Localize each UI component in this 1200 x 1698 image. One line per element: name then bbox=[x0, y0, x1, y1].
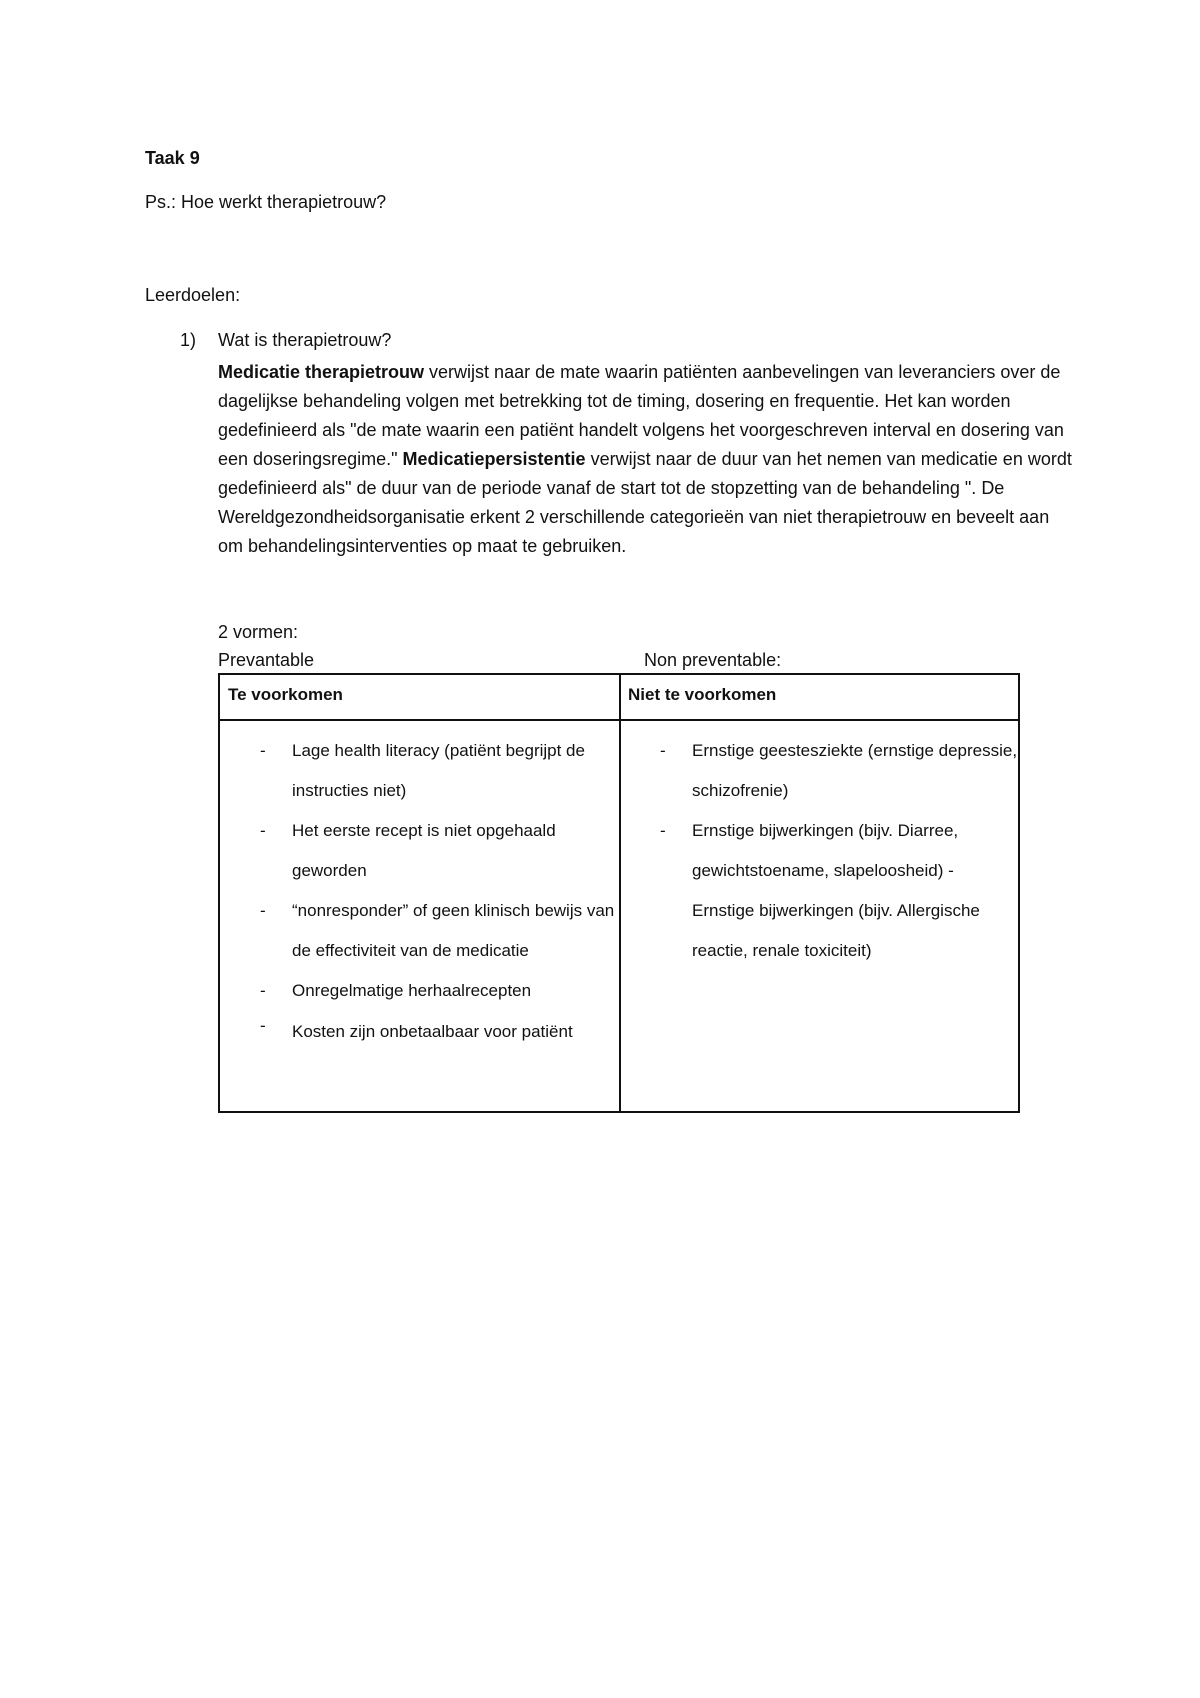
document-title: Taak 9 bbox=[145, 148, 200, 168]
forms-label: 2 vormen: bbox=[218, 622, 299, 642]
list-item: - Het eerste recept is niet opgehaald geworden bbox=[220, 811, 615, 891]
bold-term-therapietrouw: Medicatie therapietrouw bbox=[218, 362, 425, 382]
document-subtitle: Ps.: Hoe werkt therapietrouw? bbox=[145, 192, 387, 212]
list-item: - Kosten zijn onbetaalbaar voor patiënt bbox=[220, 1011, 615, 1046]
list-item: - Lage health literacy (patiënt begrijpt de instructies niet) bbox=[220, 731, 615, 811]
list-item: - Ernstige bijwerkingen (bijv. Diarree, gewichtstoename, slapeloosheid) - Ernstige bijwerkingen (bijv. Allergische reactie, renale toxiciteit) bbox=[620, 811, 1018, 971]
table-header-right: Niet te voorkomen bbox=[628, 685, 777, 704]
preventable-label: Prevantable bbox=[218, 650, 315, 670]
list-number: 1) bbox=[180, 330, 197, 350]
list-item: - Onregelmatige herhaalrecepten bbox=[220, 971, 615, 1011]
table-header-divider bbox=[220, 719, 1018, 721]
section-label: Leerdoelen: bbox=[145, 285, 241, 305]
paragraph-text-1: verwijst naar de mate waarin patiënten aanbevelingen van leveranciers over de dagelijkse behandeling volgen met betrekking tot de timing, dosering en frequentie. Het kan worden gedefinieerd als "de mate waarin een patiënt handelt volgens het voorgeschreven interval en dosering van een doseringsregime." bbox=[218, 362, 1064, 469]
list-item: - Ernstige geestesziekte (ernstige depressie, schizofrenie) bbox=[620, 731, 1018, 811]
non-preventable-list bbox=[620, 731, 1018, 971]
paragraph-text-2: verwijst naar de duur van het nemen van medicatie en wordt gedefinieerd als" de duur van de periode vanaf de start tot de stopzetting van de behandeling ". De Wereldgezondheidsorganisatie erkent 2 verschillende categorieën van niet therapietrouw en beveelt aan om behandelingsinterventies op maat te gebruiken. bbox=[218, 449, 1072, 556]
non-preventable-label: Non preventable: bbox=[644, 650, 782, 670]
list-item: - “nonresponder” of geen klinisch bewijs van de effectiviteit van de medicatie bbox=[220, 891, 615, 971]
table-header-left: Te voorkomen bbox=[228, 685, 343, 704]
forms-table bbox=[218, 673, 1020, 1113]
list-question: Wat is therapietrouw? bbox=[218, 330, 392, 350]
preventable-list bbox=[220, 731, 615, 1046]
bold-term-persistentie: Medicatiepersistentie bbox=[402, 449, 586, 469]
definition-paragraph bbox=[218, 358, 1078, 561]
